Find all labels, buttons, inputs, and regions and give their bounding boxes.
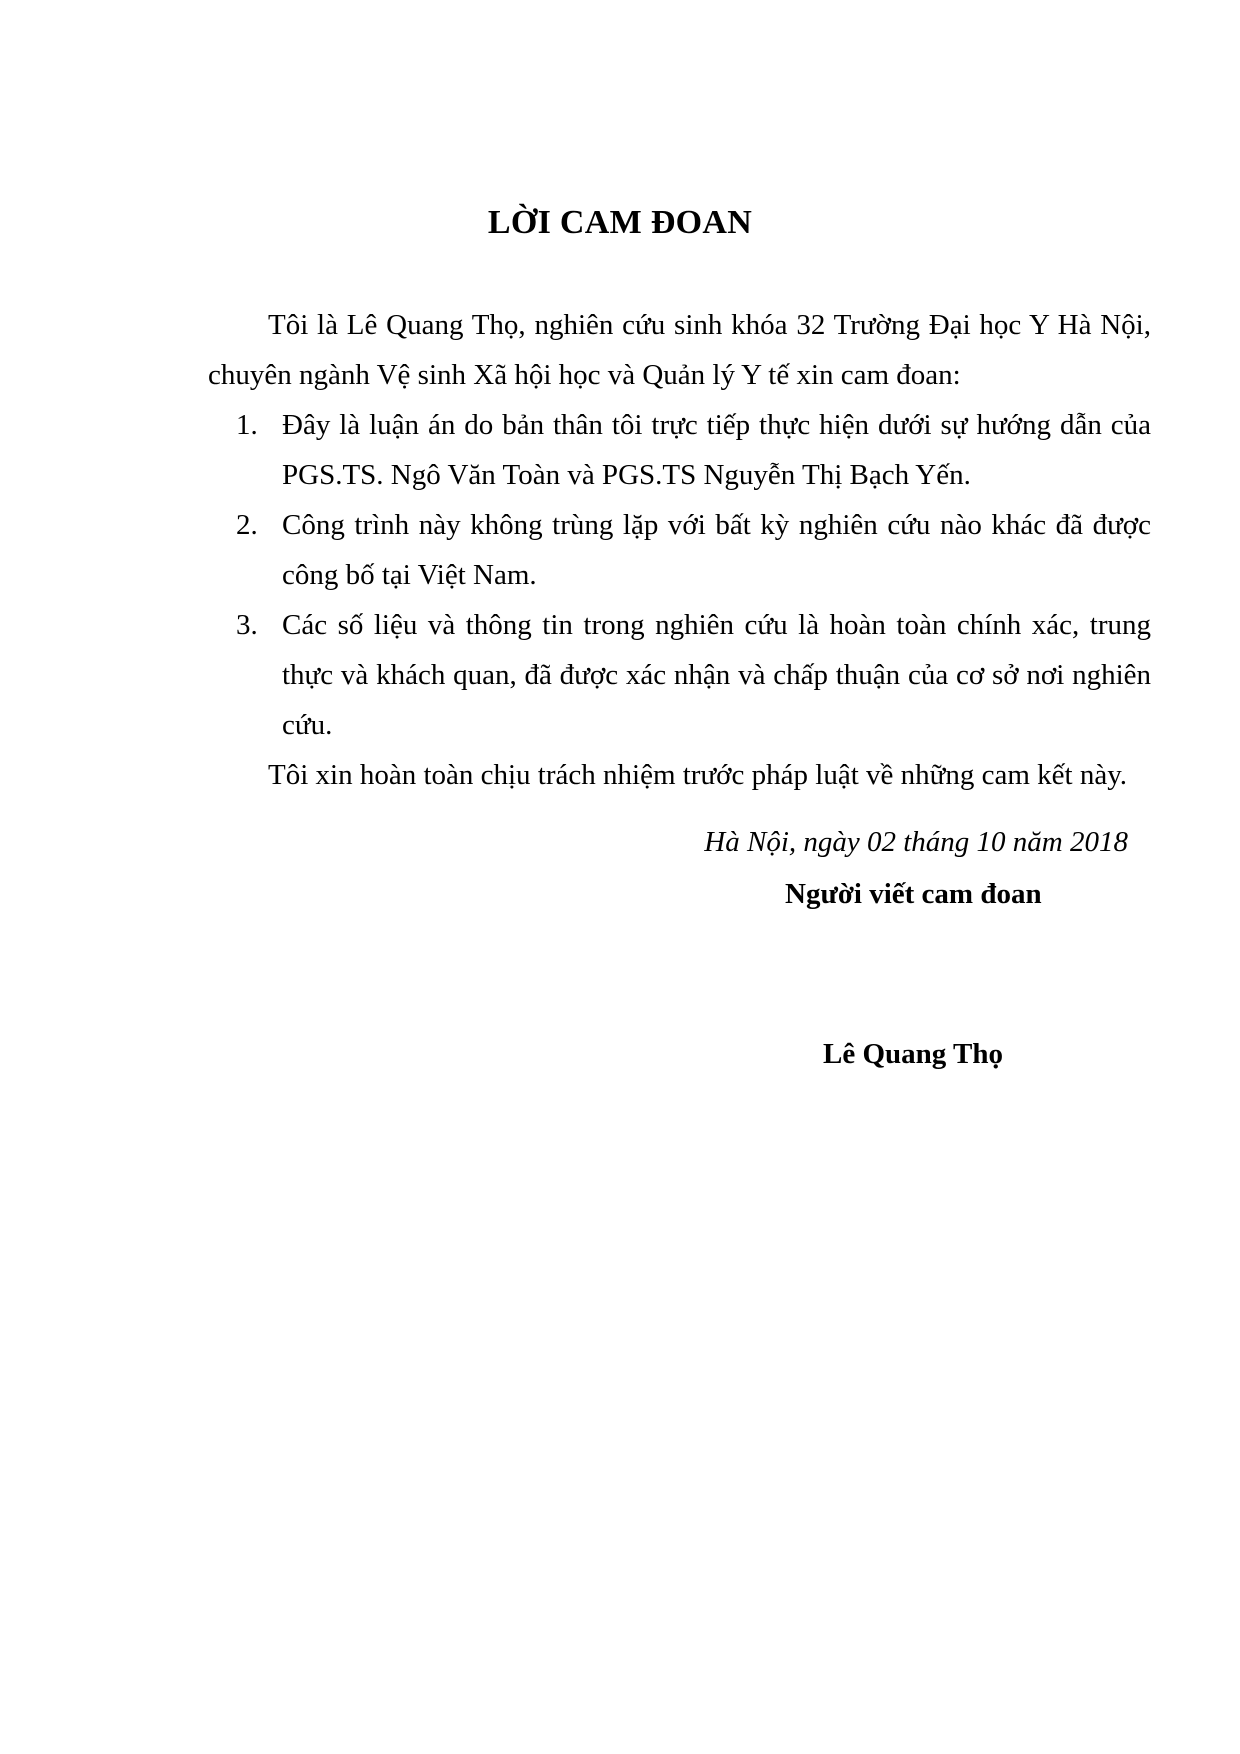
declaration-list (208, 400, 1151, 750)
item-number: 1. (236, 409, 258, 441)
intro-paragraph: Tôi là Lê Quang Thọ, nghiên cứu sinh khóa 32 Trường Đại học Y Hà Nội, chuyên ngành Vệ sinh Xã hội học và Quản lý Y tế xin cam đoan: (208, 309, 1151, 391)
declaration-item-2 (208, 500, 1151, 600)
signer-name: Lê Quang Thọ (823, 1038, 1003, 1070)
item-text: Công trình này không trùng lặp với bất kỳ nghiên cứu nào khác đã được công bố tại Việt Nam. (282, 509, 1151, 591)
signer-role: Người viết cam đoan (785, 878, 1042, 910)
closing-paragraph: Tôi xin hoàn toàn chịu trách nhiệm trước pháp luật về những cam kết này. (268, 759, 1128, 791)
date-line: Hà Nội, ngày 02 tháng 10 năm 2018 (704, 826, 1128, 858)
item-number: 3. (236, 609, 258, 641)
item-text: Đây là luận án do bản thân tôi trực tiếp thực hiện dưới sự hướng dẫn của PGS.TS. Ngô Văn Toàn và PGS.TS Nguyễn Thị Bạch Yến. (282, 409, 1151, 491)
item-number: 2. (236, 509, 258, 541)
page-title: LỜI CAM ĐOAN (487, 204, 753, 241)
item-text: Các số liệu và thông tin trong nghiên cứu là hoàn toàn chính xác, trung thực và khách quan, đã được xác nhận và chấp thuận của cơ sở nơi nghiên cứu. (282, 609, 1151, 741)
declaration-item-1 (208, 400, 1151, 500)
declaration-item-3 (208, 600, 1151, 750)
